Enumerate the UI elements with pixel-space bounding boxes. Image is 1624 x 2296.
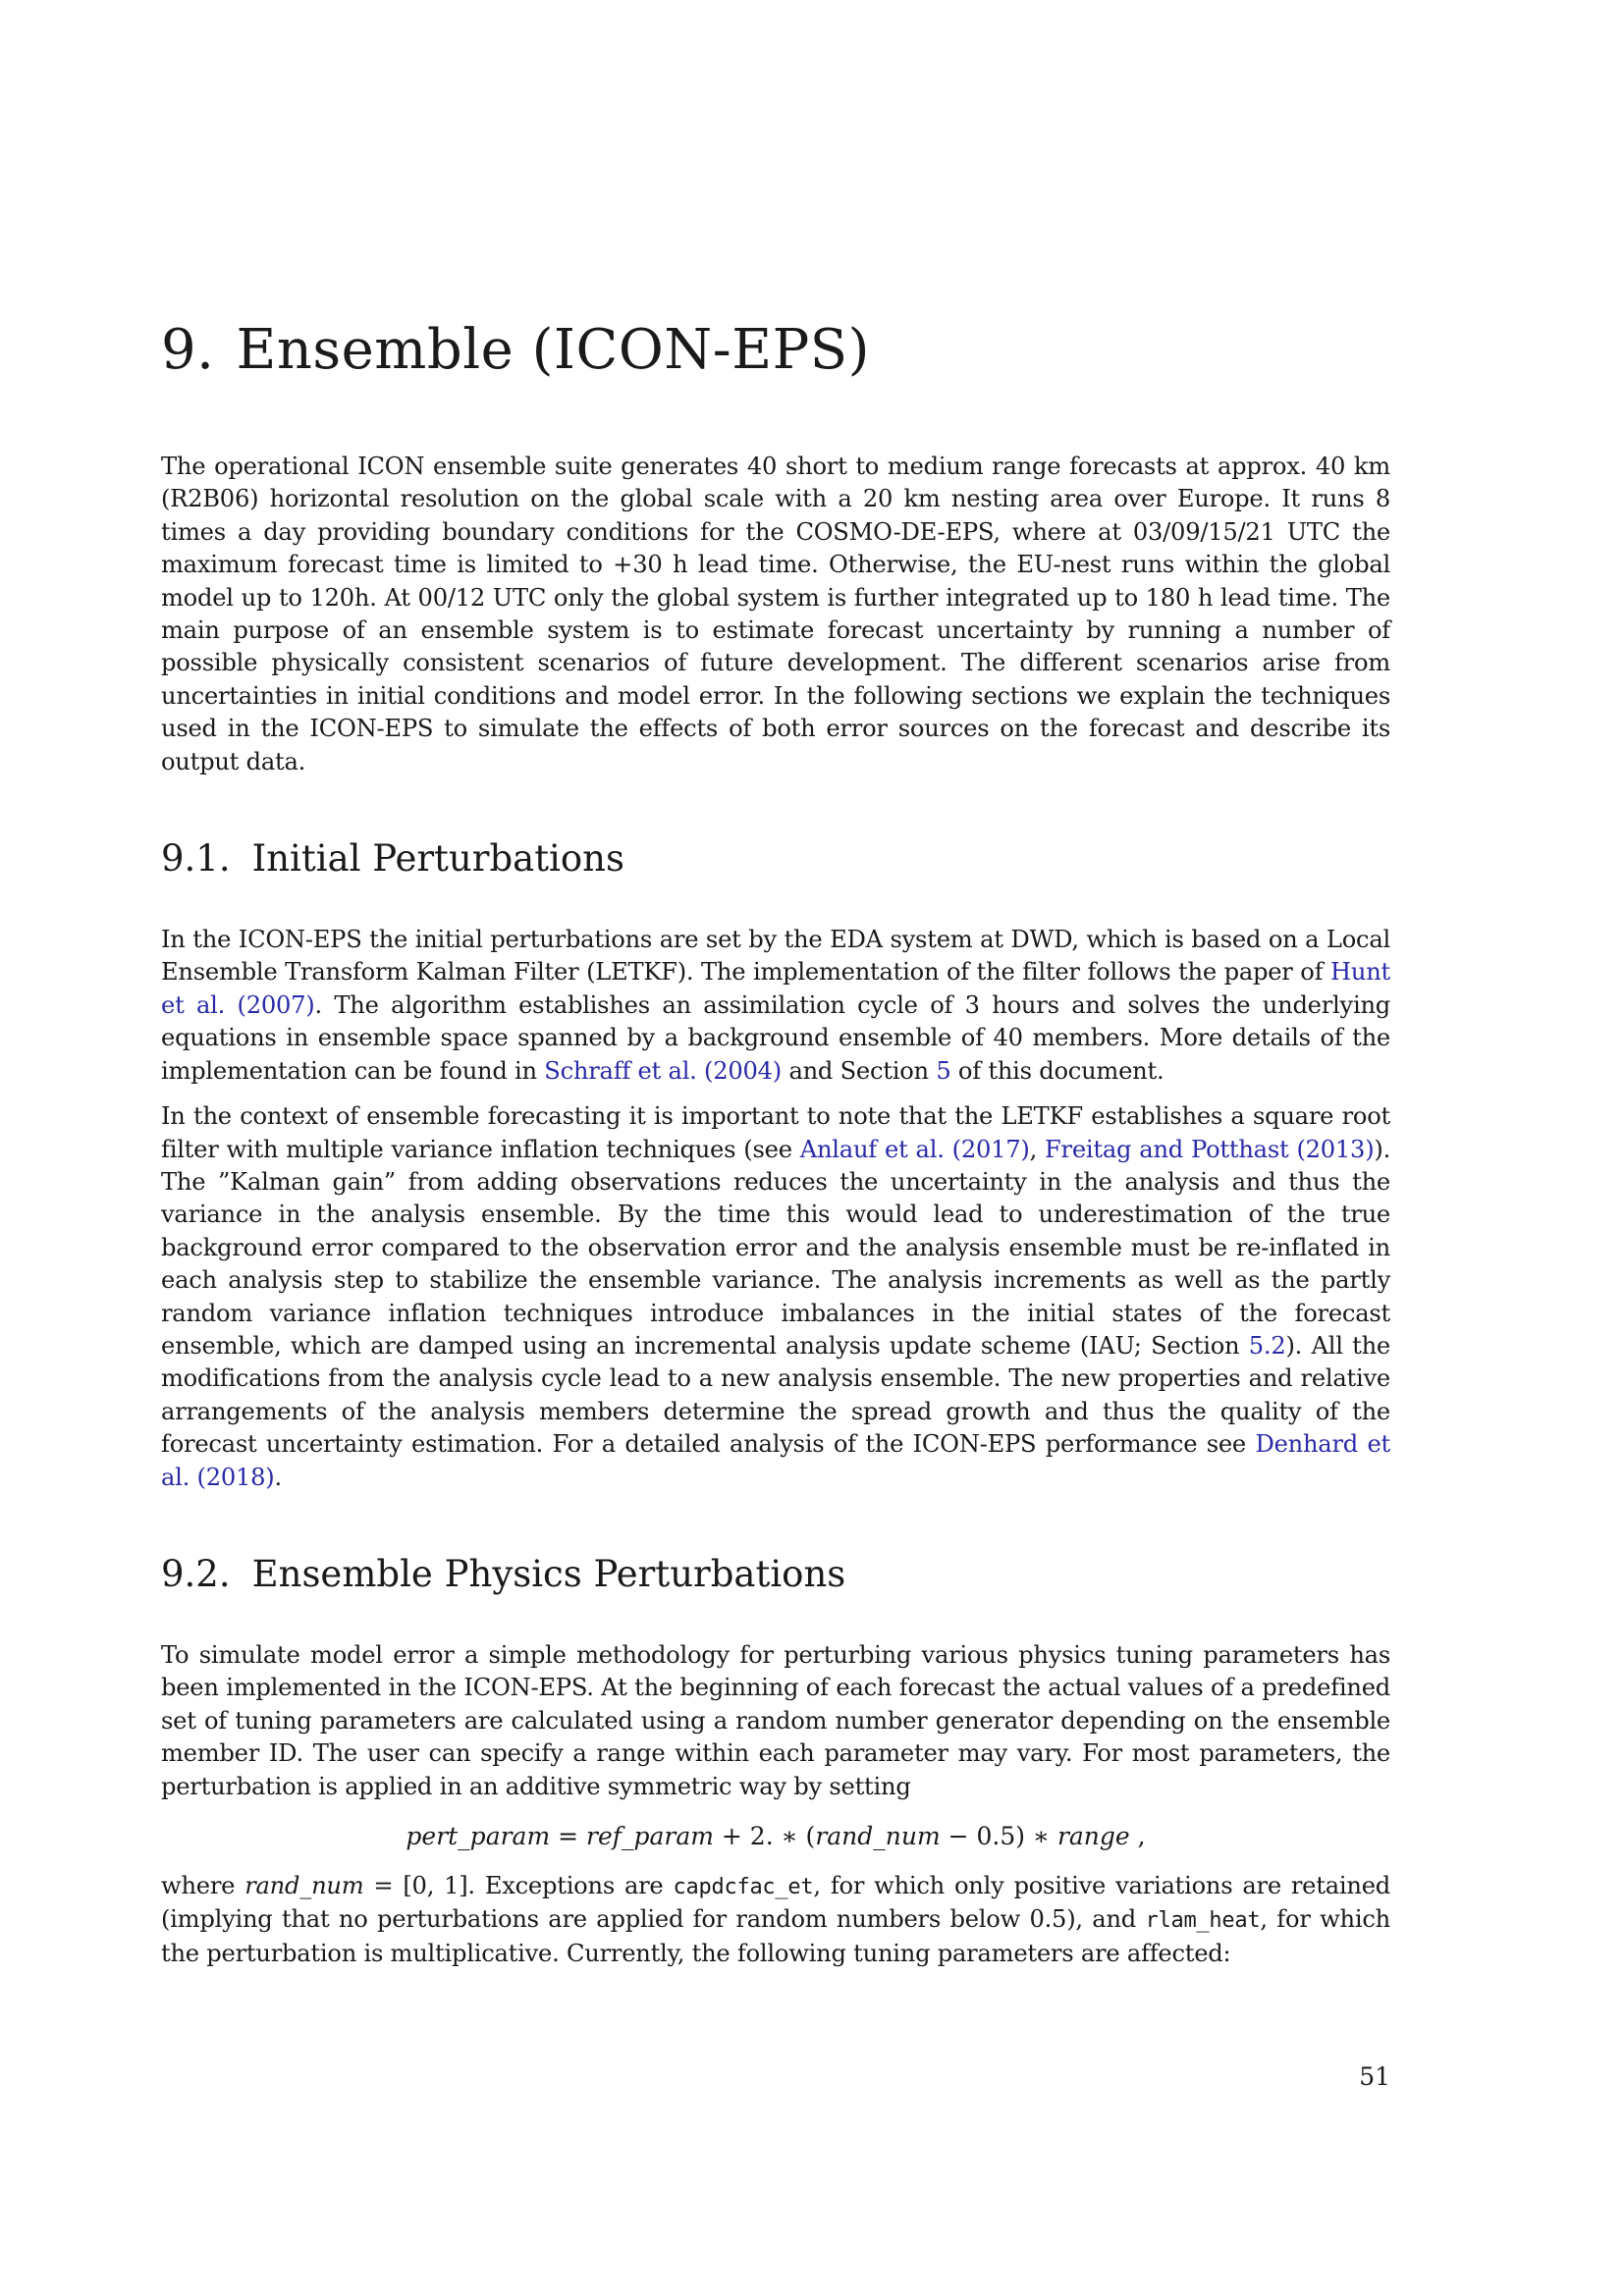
chapter-title: Ensemble (ICON-EPS) — [236, 318, 870, 382]
text-run: , for which the perturbation is multiplicative. Currently, the following tuning parameters are affected: — [161, 1905, 1390, 1967]
equation-op: + 2. ∗ ( — [713, 1822, 816, 1850]
text-run: . The algorithm establishes an assimilation cycle of 3 hours and solves the underlying equations in ensemble space spanned by a background ensemble of 40 members. More details of the implementation can be found in — [161, 990, 1391, 1085]
equation-op: = — [550, 1822, 586, 1850]
citation-link-schraff[interactable]: Schraff et al. (2004) — [544, 1056, 782, 1085]
equation-term: range — [1056, 1822, 1130, 1850]
text-run: . — [274, 1463, 282, 1491]
section-heading-initial-perturbations — [161, 836, 1390, 881]
citation-link-denhard[interactable]: Denhard et al. (2018) — [161, 1430, 1390, 1491]
code-rlam-heat: rlam_heat — [1145, 1908, 1261, 1934]
text-run: , — [1029, 1135, 1046, 1163]
equation-op: , — [1129, 1822, 1146, 1850]
text-run: of this document. — [950, 1056, 1164, 1085]
chapter-heading — [161, 316, 1390, 385]
paragraph-letkf — [161, 924, 1390, 1088]
text-run: In the ICON-EPS the initial perturbations are set by the EDA system at DWD, which is based on a Local Ensemble Transform Kalman Filter (LETKF). The implementation of the filter follows the paper of — [161, 926, 1390, 987]
text-run: , for which only positive variations are retained (implying that no perturbations are applied for random numbers below 0.5), and — [161, 1872, 1390, 1934]
page-number: 51 — [1359, 2062, 1390, 2091]
text-run: ). All the modifications from the analysis cycle lead to a new analysis ensemble. The new properties and relative arrangements of the analysis members determine the spread growth and thus the quality of the forecast uncertainty estimation. For a detailed analysis of the ICON-EPS performance see — [161, 1331, 1390, 1459]
text-run: = [0, 1]. Exceptions are — [363, 1872, 674, 1899]
section-title: Ensemble Physics Perturbations — [251, 1552, 846, 1595]
citation-link-freitag[interactable]: Freitag and Potthast (2013) — [1045, 1135, 1375, 1163]
code-capdcfac-et: capdcfac_et — [673, 1875, 814, 1899]
section-heading-physics-perturbations — [161, 1552, 1390, 1597]
chapter-number: 9. — [161, 318, 215, 382]
citation-link-hunt[interactable]: Hunt et al. (2007) — [161, 958, 1390, 1019]
paragraph-ensemble-forecasting — [161, 1100, 1390, 1494]
perturbation-equation — [161, 1820, 1390, 1853]
citation-link-anlauf[interactable]: Anlauf et al. (2017) — [799, 1135, 1030, 1163]
section-title: Initial Perturbations — [251, 837, 624, 881]
equation-term: ref_param — [586, 1822, 714, 1850]
paragraph-model-error: To simulate model error a simple methodology for perturbing various physics tuning parameters has been implemented in the ICON-EPS. At the beginning of each forecast the actual values of a predefined set of tuning parameters are calculated using a random number generator depending on the ensemble member ID. The user can specify a range within each parameter may vary. For most parameters, the perturbation is applied in an additive symmetric way by setting — [161, 1640, 1390, 1800]
section-number: 9.1. — [161, 837, 231, 881]
text-run: In the context of ensemble forecasting it is important to note that the LETKF establishes a square root filter with multiple variance inflation techniques (see — [161, 1102, 1390, 1163]
section-number: 9.2. — [161, 1552, 231, 1595]
page-content — [161, 316, 1390, 1970]
text-run: ). The ”Kalman gain” from adding observations reduces the uncertainty in the analysis and thus the variance in the analysis ensemble. By the time this would lead to underestimation of the true background error compared to the observation error and the analysis ensemble must be re-inflated in each analysis step to stabilize the ensemble variance. The analysis increments as well as the partly random variance inflation techniques introduce imbalances in the initial states of the forecast ensemble, which are damped using an incremental analysis update scheme (IAU; Section — [161, 1135, 1391, 1360]
text-run: and Section — [782, 1056, 937, 1085]
equation-term: rand_num — [815, 1822, 941, 1850]
text-run: where — [161, 1872, 245, 1899]
equation-term: pert_param — [406, 1822, 551, 1850]
equation-op: − 0.5) ∗ — [940, 1822, 1057, 1850]
section-link-5[interactable]: 5 — [936, 1056, 951, 1085]
paragraph-exceptions — [161, 1870, 1390, 1970]
chapter-intro-paragraph: The operational ICON ensemble suite generates 40 short to medium range forecasts at approx. 40 km (R2B06) horizontal resolution on the global scale with a 20 km nesting area over Europe. It runs 8 times a day providing boundary conditions for the COSMO-DE-EPS, where at 03/09/15/21 UTC the maximum forecast time is limited to +30 h lead time. Otherwise, the EU-nest runs within the global model up to 120h. At 00/12 UTC only the global system is further integrated up to 180 h lead time. The main purpose of an ensemble system is to estimate forecast uncertainty by running a number of possible physically consistent scenarios of future development. The different scenarios arise from uncertainties in initial conditions and model error. In the following sections we explain the techniques used in the ICON-EPS to simulate the effects of both error sources on the forecast and describe its output data. — [161, 453, 1390, 775]
math-term: rand_num — [244, 1872, 364, 1899]
section-link-5-2[interactable]: 5.2 — [1248, 1331, 1286, 1360]
